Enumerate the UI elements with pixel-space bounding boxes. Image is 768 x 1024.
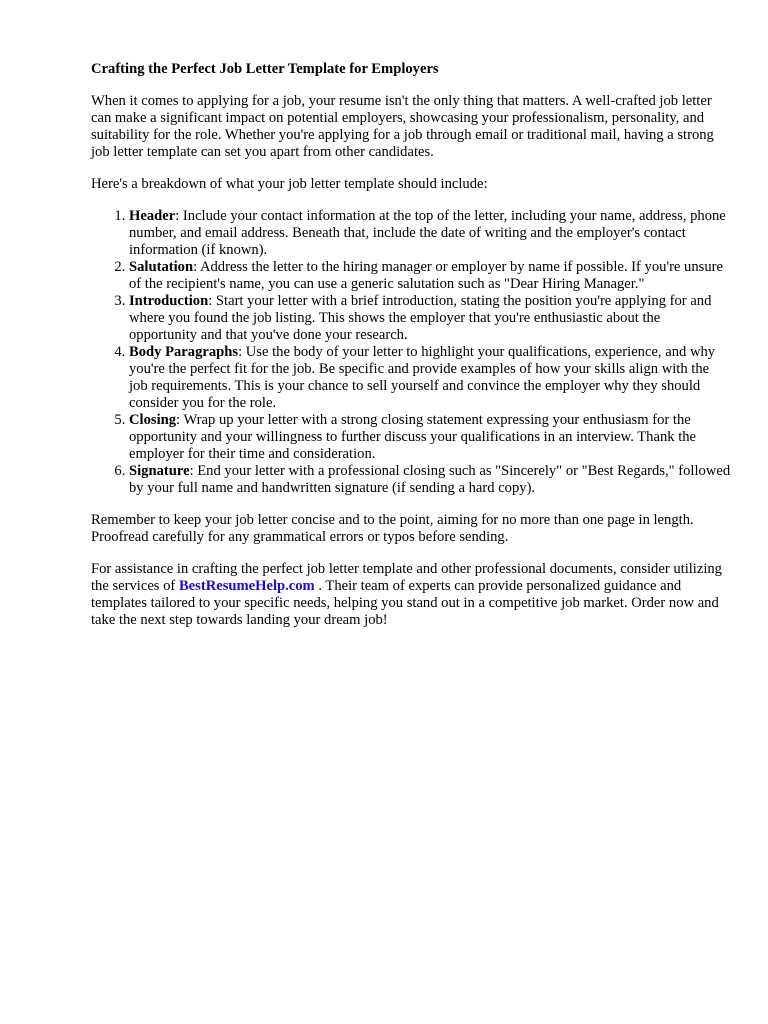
- list-item-text: : Use the body of your letter to highlight your qualifications, experience, and why you're the perfect fit for the job. Be specific and provide examples of how your skills align with the job requirements. This is your chance to sell yourself and convince the employer why they should consider you for the role.: [129, 344, 716, 411]
- breakdown-lead: Here's a breakdown of what your job letter template should include:: [91, 176, 488, 192]
- list-item-text: : End your letter with a professional closing such as "Sincerely" or "Best Regards," followed by your full name and handwritten signature (if sending a hard copy).: [129, 463, 731, 496]
- list-item: [129, 208, 731, 259]
- list-item-text: : Wrap up your letter with a strong closing statement expressing your enthusiasm for the opportunity and your willingness to further discuss your qualifications in an interview. Thank the employer for their time and consideration.: [129, 412, 697, 462]
- list-item-term: Introduction: [129, 293, 209, 309]
- list-item: [129, 463, 731, 497]
- assistance-text-before: For assistance in crafting the perfect job letter template and other professional documents, consider utilizing the services of: [91, 561, 722, 594]
- list-item: [129, 293, 731, 344]
- list-item: [129, 344, 731, 412]
- document-title: Crafting the Perfect Job Letter Template for Employers: [91, 61, 439, 77]
- list-item-term: Salutation: [129, 259, 194, 275]
- list-item-term: Header: [129, 208, 176, 224]
- list-item-term: Closing: [129, 412, 177, 428]
- assistance-paragraph: [91, 561, 731, 629]
- list-item-term: Body Paragraphs: [129, 344, 239, 360]
- document-page: [91, 61, 731, 644]
- list-item: [129, 259, 731, 293]
- list-item-text: : Start your letter with a brief introduction, stating the position you're applying for and where you found the job listing. This shows the employer that you're enthusiastic about the opportunity and that you've done your research.: [129, 293, 712, 343]
- template-sections-list: [91, 208, 731, 497]
- list-item-text: : Address the letter to the hiring manager or employer by name if possible. If you're unsure of the recipient's name, you can use a generic salutation such as "Dear Hiring Manager.": [129, 259, 723, 292]
- list-item-text: : Include your contact information at the top of the letter, including your name, address, phone number, and email address. Beneath that, include the date of writing and the employer's contact information (if known).: [129, 208, 726, 258]
- list-item: [129, 412, 731, 463]
- best-resume-help-link[interactable]: BestResumeHelp.com: [178, 578, 315, 594]
- intro-paragraph: When it comes to applying for a job, your resume isn't the only thing that matters. A well-crafted job letter can make a significant impact on potential employers, showcasing your professionalism, personality, and suitability for the role. Whether you're applying for a job through email or traditional mail, having a strong job letter template can set you apart from other candidates.: [91, 93, 714, 160]
- list-item-term: Signature: [129, 463, 190, 479]
- assistance-text-after: . Their team of experts can provide personalized guidance and templates tailored to your specific needs, helping you stand out in a competitive job market. Order now and take the next step towards landing your dream job!: [91, 578, 719, 628]
- reminder-paragraph: Remember to keep your job letter concise and to the point, aiming for no more than one page in length. Proofread carefully for any grammatical errors or typos before sending.: [91, 512, 694, 545]
